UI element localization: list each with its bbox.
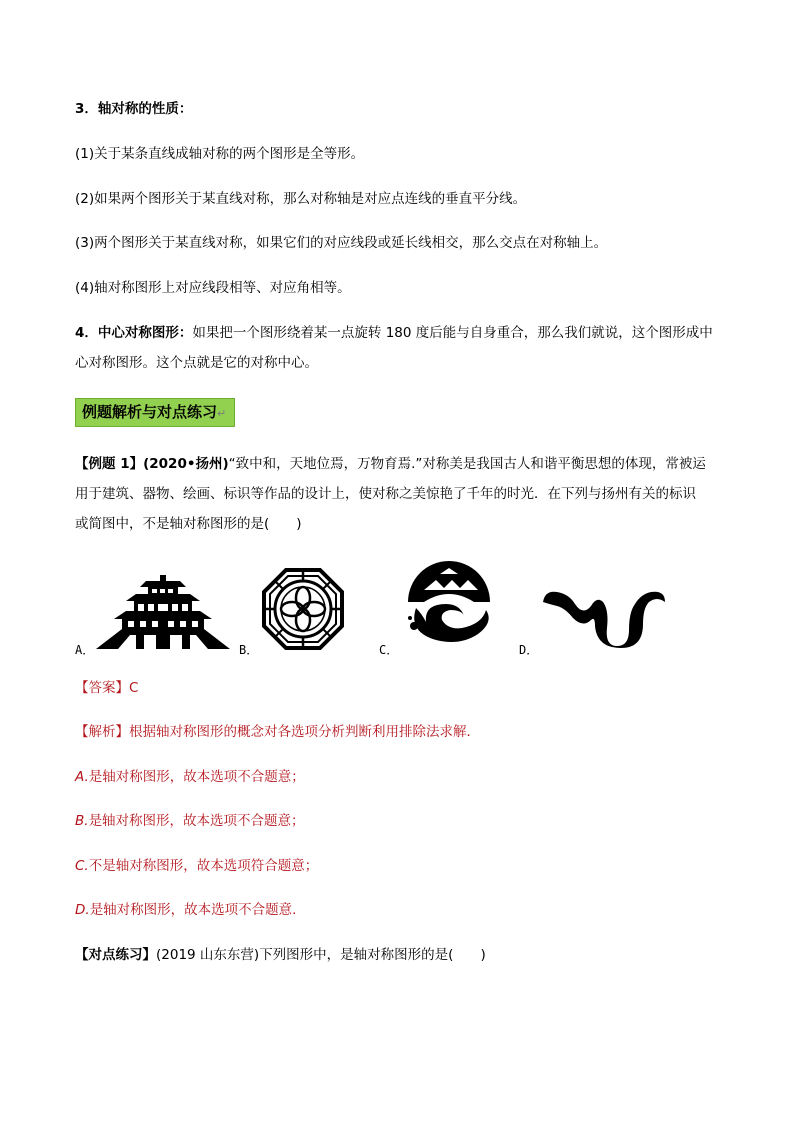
property-1: (1)关于某条直线成轴对称的两个图形是全等形。 — [75, 146, 365, 162]
section-3-title: 3．轴对称的性质： — [75, 101, 193, 117]
property-2: (2)如果两个图形关于某直线对称，那么对称轴是对应点连线的垂直平分线。 — [75, 191, 527, 207]
answer-line — [75, 679, 138, 697]
paragraph-mark-icon: ↵ — [217, 407, 227, 420]
option-a-label: A． — [75, 643, 95, 657]
section-4-line-1 — [75, 324, 713, 342]
practice-tag: 【对点练习】 — [75, 947, 156, 963]
analysis-line — [75, 723, 480, 741]
example-line-1 — [75, 455, 706, 473]
analysis-item-c-text: 不是轴对称图形，故本选项符合题意； — [88, 858, 319, 874]
section-4-text-2: 心对称图形。这个点就是它的对称中心。 — [75, 355, 318, 371]
analysis-item-d — [75, 901, 296, 919]
analysis-item-a-letter: A. — [75, 769, 89, 785]
option-c-emblem-icon — [402, 560, 496, 644]
option-c-label: C． — [379, 643, 399, 657]
analysis-item-b-letter: B. — [75, 813, 89, 829]
option-b-label: B． — [239, 643, 259, 657]
analysis-item-c-letter: C. — [75, 858, 89, 874]
option-d-wave-shape-icon — [541, 582, 667, 648]
practice-line — [75, 946, 486, 964]
practice-text: 下列图形中，是轴对称图形的是( ) — [259, 947, 486, 963]
analysis-tag: 【解析】 — [75, 724, 129, 740]
banner-label: 例题解析与对点练习 — [82, 403, 218, 421]
property-3: (3)两个图形关于某直线对称，如果它们的对应线段或延长线相交，那么交点在对称轴上。 — [75, 235, 608, 251]
analysis-item-a — [75, 768, 305, 786]
example-tag: 【例题 1】(2020•扬州) — [75, 456, 229, 472]
analysis-item-b — [75, 812, 305, 830]
section-4-text-1: 如果把一个图形绕着某一点旋转 180 度后能与自身重合，那么我们就说，这个图形成中 — [192, 325, 713, 341]
example-text-2: 用于建筑、器物、绘画、标识等作品的设计上，使对称之美惊艳了千年的时光．在下列与扬州有关的标识 — [75, 486, 696, 502]
answer-tag: 【答案】 — [75, 680, 129, 696]
analysis-item-a-text: 是轴对称图形，故本选项不合题意； — [88, 769, 305, 785]
analysis-item-d-letter: D. — [75, 902, 90, 918]
analysis-item-b-text: 是轴对称图形，故本选项不合题意； — [88, 813, 305, 829]
option-d-label: D． — [519, 643, 539, 657]
example-text-3: 或简图中，不是轴对称图形的是( ) — [75, 516, 302, 532]
section-4-title: 4．中心对称图形： — [75, 325, 193, 341]
analysis-item-c — [75, 857, 318, 875]
analysis-item-d-text: 是轴对称图形，故本选项不合题意. — [89, 902, 297, 918]
practice-source: (2019 山东东营) — [156, 947, 260, 963]
option-a-pavilion-icon — [96, 575, 230, 649]
option-b-window-lattice-icon — [262, 568, 344, 650]
section-banner — [75, 398, 235, 427]
analysis-text: 根据轴对称图形的概念对各选项分析判断利用排除法求解． — [129, 724, 480, 740]
property-4: (4)轴对称图形上对应线段相等、对应角相等。 — [75, 280, 351, 296]
answer-value: C — [129, 680, 139, 696]
example-text-1: “致中和，天地位焉，万物育焉.”对称美是我国古人和谐平衡思想的体现，常被运 — [228, 456, 706, 472]
